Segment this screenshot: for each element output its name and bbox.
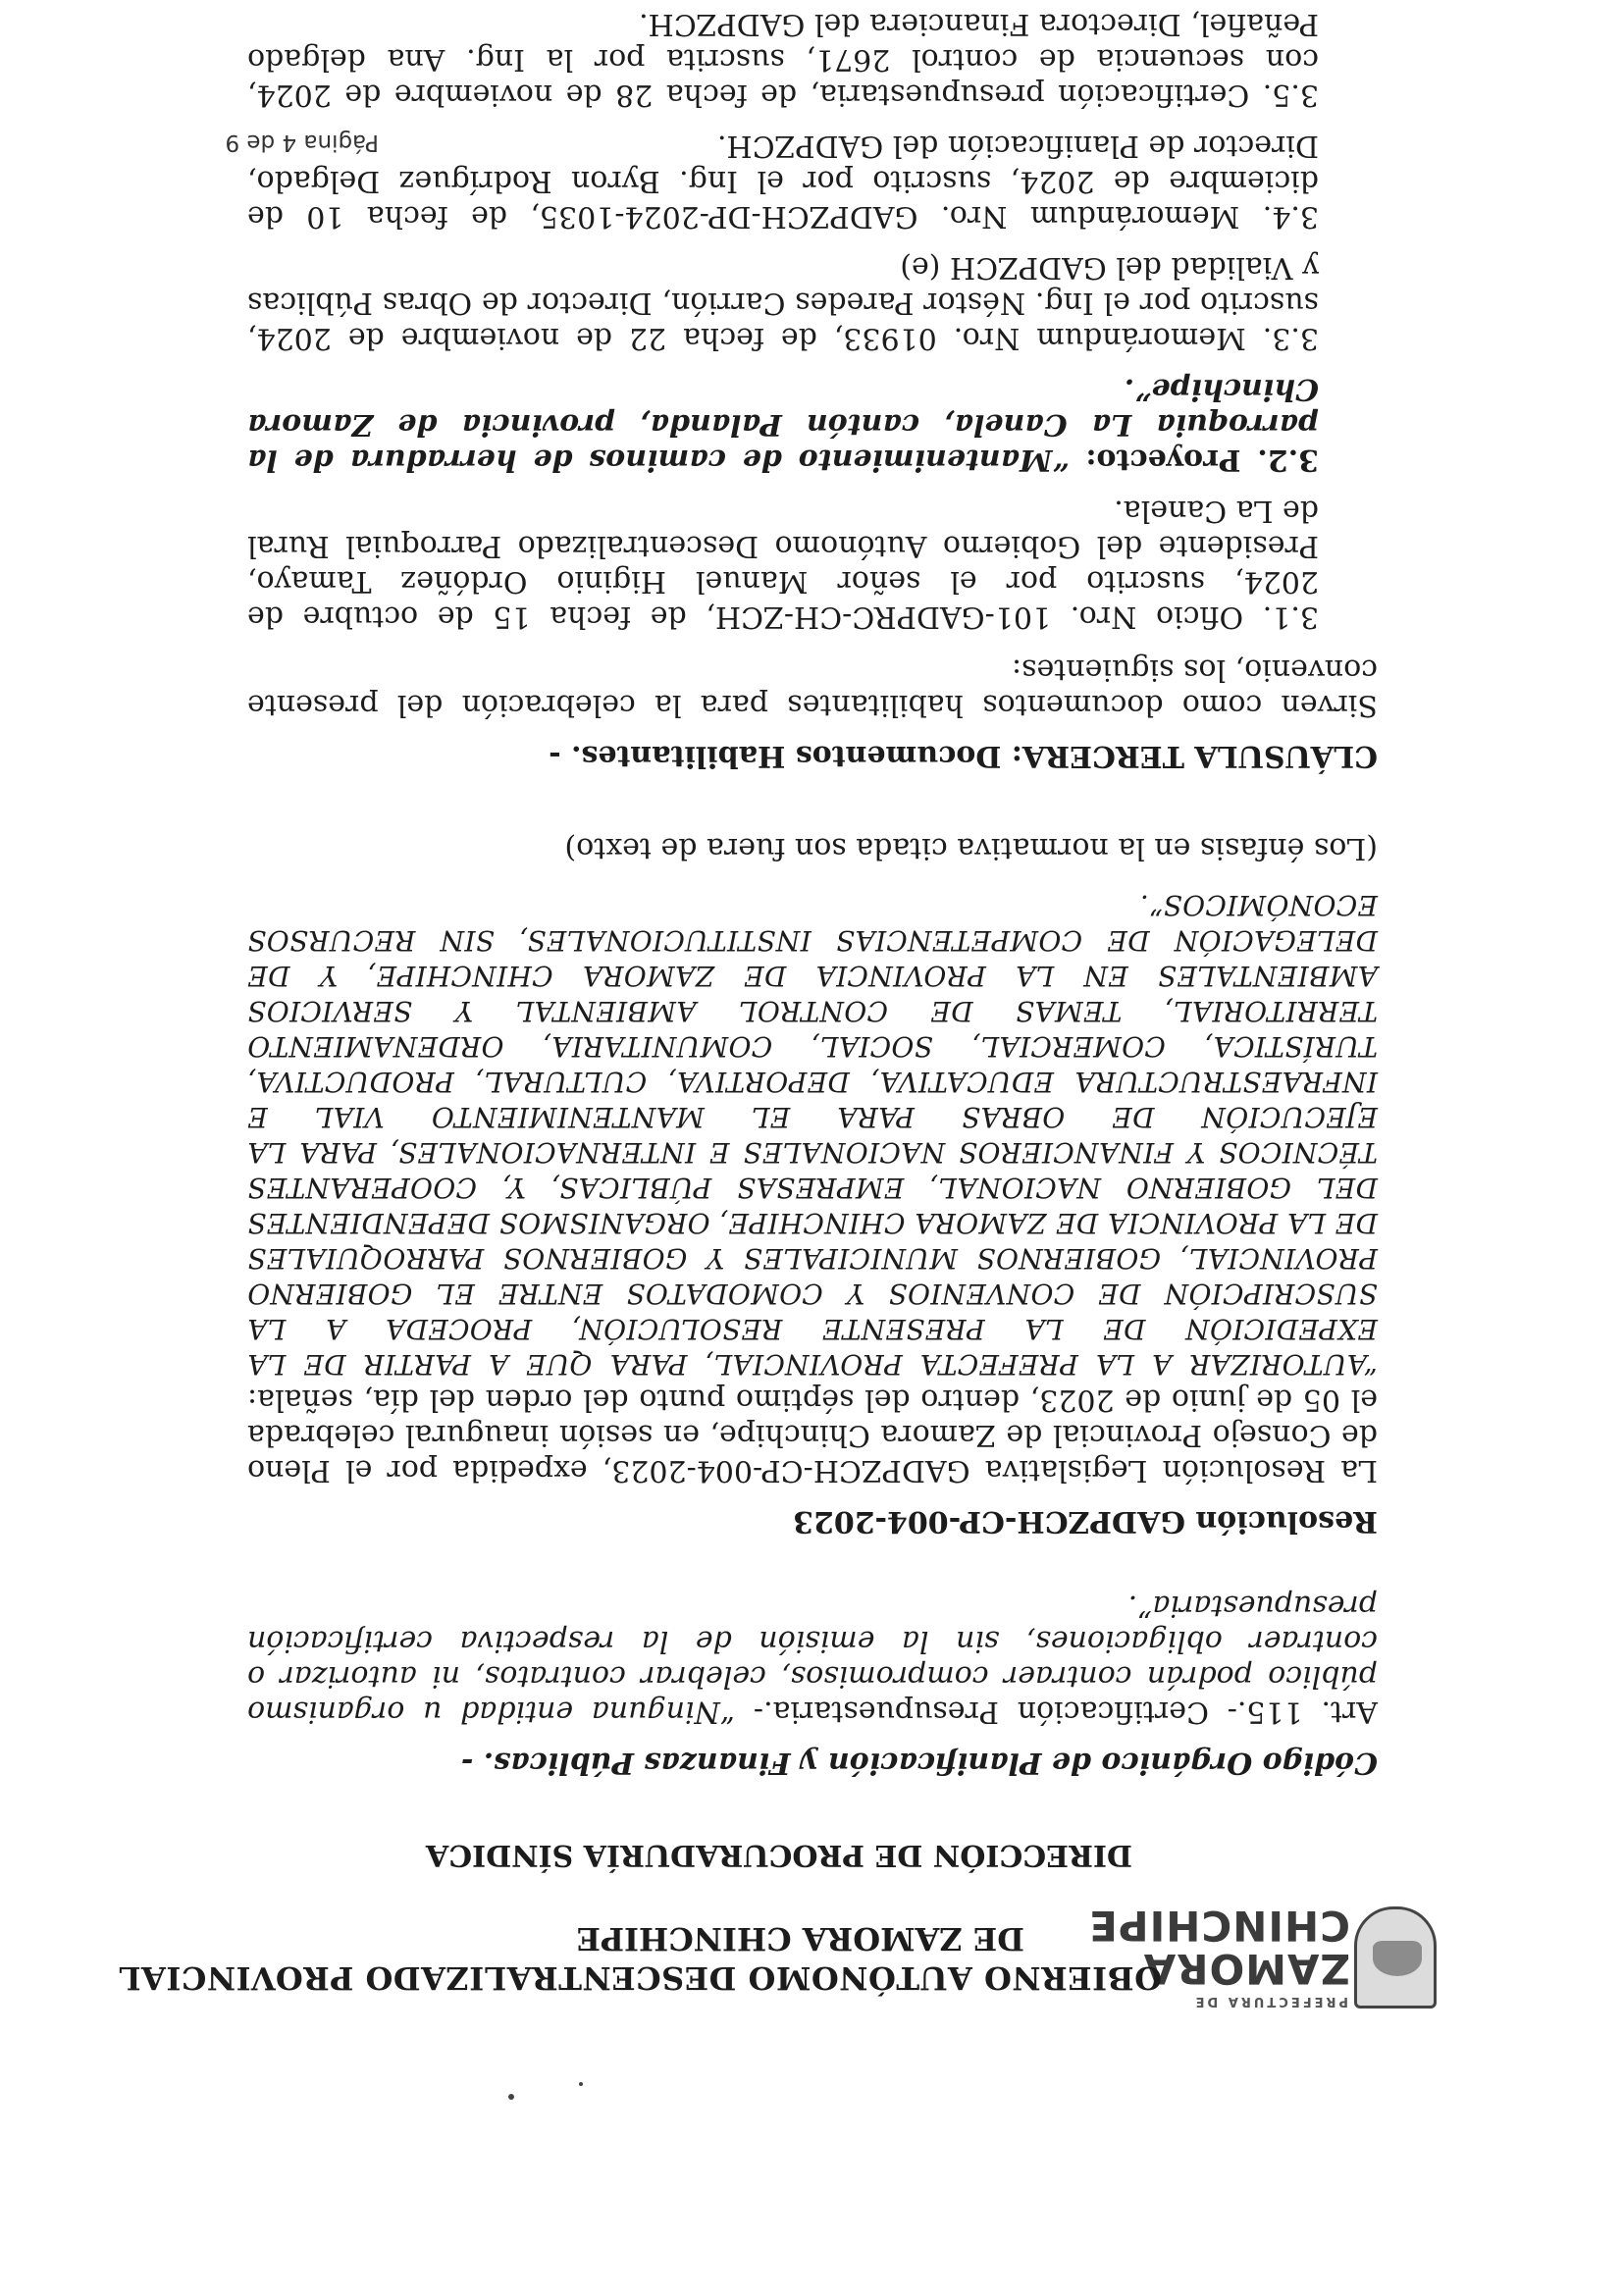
list-item-3-3: 3.3. Memorándum Nro. 01933, de fecha 22 de noviembre de 2024, suscrito por el Ing. Néstor Paredes Carrión, Director de Obras Públicas y Vialidad del GADPZCH (e) xyxy=(247,250,1319,355)
clause-heading: CLÁUSULA TERCERA: Documentos Habilitantes. - xyxy=(549,739,1378,773)
prefectura-logo xyxy=(1088,1869,1437,2016)
enabling-documents-list xyxy=(247,0,1378,634)
scan-speck xyxy=(508,2094,514,2100)
article-115 xyxy=(247,1588,1378,1729)
article-115-lead: Art. 115.- Certificación Presupuestaria.- xyxy=(735,1695,1378,1729)
organization-name-line1: OBIERNO AUTÓNOMO DESCENTRALIZADO PROVINCIAL xyxy=(118,1959,1162,1997)
list-item-3-5: 3.5. Certificación presupuestaria, de fecha 28 de noviembre de 2024, con secuencia de control 2671, suscrita por la Ing. Ana delgado Peñafiel, Directora Financiera del GADPZCH. xyxy=(247,7,1319,112)
list-item-3-2-text: “Mantenimiento de caminos de herradura de la parroquia La Canela, cantón Palanda, provincia de Zamora Chinchipe”. xyxy=(247,372,1319,477)
document-body xyxy=(247,0,1378,1784)
logo-word-chinchipe: CHINCHIPE xyxy=(1088,1902,1350,1950)
list-item-3-2-label: 3.2. Proyecto: xyxy=(1069,443,1319,477)
list-item-3-2 xyxy=(247,371,1319,477)
scan-speck xyxy=(579,2082,583,2086)
article-115-quote: “Ninguna entidad u organismo público podrán contraer compromisos, celebrar contratos, ni autorizar o contraer obligaciones, sin la emisión de la respectiva certificación presupuestaria”. xyxy=(247,1589,1378,1729)
logo-word-zamora: ZAMORA xyxy=(1142,1945,1350,1993)
resolution-paragraph xyxy=(247,887,1378,1487)
page-number: Página 4 de 9 xyxy=(225,130,379,155)
resolution-quote: “AUTORIZAR A LA PREFECTA PROVINCIAL, PARA QUE A PARTIR DE LA EXPEDICIÓN DE LA PRESENTE RESOLUCIÓN, PROCEDA A LA SUSCRIPCIÓN DE CONVENIOS Y COMODATOS ENTRE EL GOBIERNO PROVINCIAL, GOBIERNOS MUNICIPALES Y GOBIERNOS PARROQUIALES DE LA PROVINCIA DE ZAMORA CHINCHIPE, ORGANISMOS DEPENDIENTES DEL GOBIERNO NACIONAL, EMPRESAS PÚBLICAS, Y, COOPERANTES TÉCNICOS Y FINANCIEROS NACIONALES E INTERNACIONALES, PARA LA EJECUCIÓN DE OBRAS PARA EL MANTENIMIENTO VIAL E INFRAESTRUCTURA EDUCATIVA, DEPORTIVA, CULTURAL, PRODUCTIVA, TURÍSTICA, COMERCIAL, SOCIAL, COMUNITARIA, ORDENAMIENTO TERRITORIAL, TEMAS DE CONTROL AMBIENTAL Y SERVICIOS AMBIENTALES EN LA PROVINCIA DE ZAMORA CHINCHIPE, Y DE DELEGACIÓN DE COMPETENCIAS INSTITUCIONALES, SIN RECURSOS ECONÓMICOS”. xyxy=(247,889,1378,1381)
resolution-heading: Resolución GADPZCH-CP-004-2023 xyxy=(793,1504,1378,1539)
code-heading: Código Orgánico de Planificación y Finanzas Públicas. - xyxy=(460,1746,1378,1780)
resolution-text: La Resolución Legislativa GADPZCH-CP-004-2023, expedida por el Pleno de Consejo Provincial de Zamora Chinchipe, en sesión inaugural celebrada el 05 de junio de 2023, dentro del séptimo punto del orden del día, señala: xyxy=(247,1383,1378,1487)
emphasis-note: (Los énfasis en la normativa citada son fuera de texto) xyxy=(564,831,1378,865)
list-item-3-4: 3.4. Memorándum Nro. GADPZCH-DP-2024-1035, de fecha 10 de diciembre de 2024, suscrito por el Ing. Byron Rodríguez Delgado, Director de Planificación del GADPZCH. xyxy=(247,129,1319,234)
clause-intro: Sirven como documentos habilitantes para la celebración del presente convenio, los siguientes: xyxy=(247,652,1378,722)
list-item-3-1: 3.1. Oficio Nro. 101-GADPRC-CH-ZCH, de fecha 15 de octubre de 2024, suscrito por el señor Manuel Higinio Ordóñez Tamayo, Presidente del Gobierno Autónomo Descentralizado Parroquial Rural de La Canela. xyxy=(247,494,1319,634)
coat-of-arms-icon xyxy=(1354,1906,1437,2009)
organization-name-line2: DE ZAMORA CHINCHIPE xyxy=(576,1920,1024,1957)
department-title: DIRECCIÓN DE PROCURADURÍA SÍNDICA xyxy=(425,1838,1132,1872)
logo-prefix: PREFECTURA DE xyxy=(1192,1994,1348,2009)
